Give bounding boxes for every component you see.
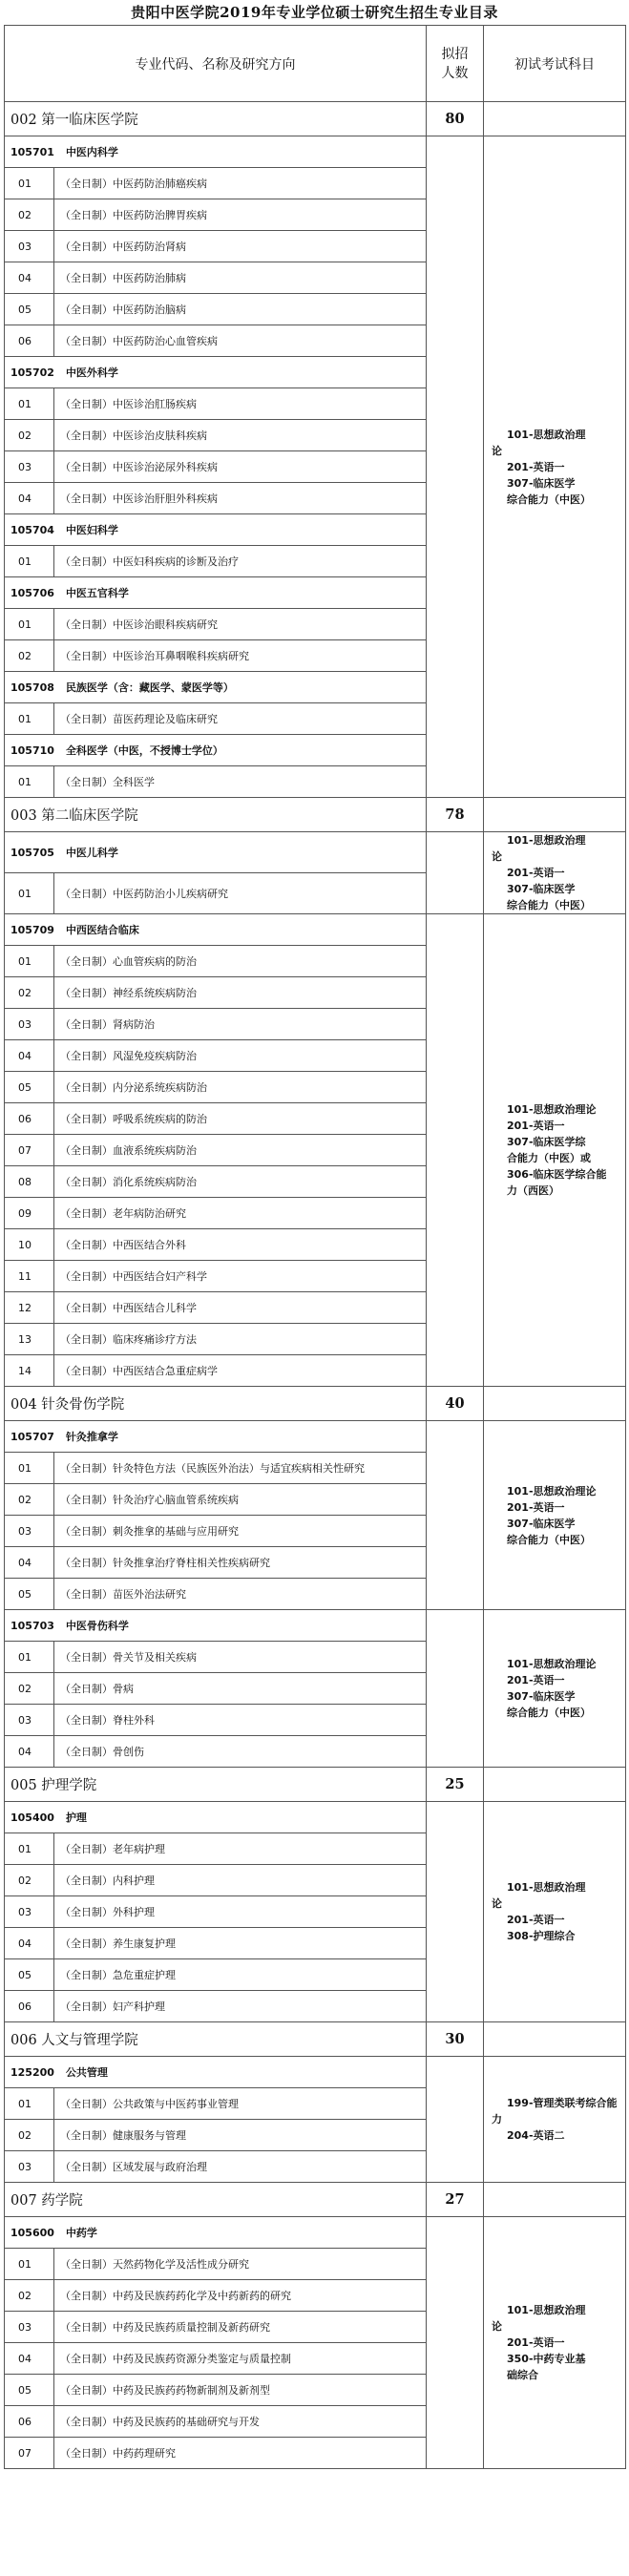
direction-name: （全日制）区域发展与政府治理 bbox=[54, 2151, 427, 2183]
direction-name: （全日制）中医药防治肺癌疾病 bbox=[54, 168, 427, 199]
exam-subject-line: 204-英语二 bbox=[507, 2129, 565, 2142]
direction-name: （全日制）中医药防治小儿疾病研究 bbox=[54, 873, 427, 914]
major-cell bbox=[5, 2057, 427, 2088]
major-name: 针灸推拿学 bbox=[65, 1431, 118, 1443]
school-exam-blank bbox=[484, 798, 626, 832]
direction-name: （全日制）老年病防治研究 bbox=[54, 1198, 427, 1229]
exam-subject-line: 307-临床医学 bbox=[507, 476, 576, 490]
major-cell bbox=[5, 735, 427, 766]
direction-name: （全日制）针灸治疗心脑血管系统疾病 bbox=[54, 1484, 427, 1516]
direction-code: 03 bbox=[5, 231, 54, 262]
major-code: 105702 bbox=[10, 367, 54, 379]
direction-code: 02 bbox=[5, 420, 54, 451]
direction-name: （全日制）妇产科护理 bbox=[54, 1991, 427, 2022]
school-name: 第一临床医学院 bbox=[41, 113, 138, 128]
direction-name: （全日制）中药及民族药药物新制剂及新剂型 bbox=[54, 2375, 427, 2406]
major-row bbox=[5, 1610, 626, 1642]
direction-name: （全日制）中西医结合儿科学 bbox=[54, 1292, 427, 1324]
major-code: 105708 bbox=[10, 681, 54, 694]
school-row bbox=[5, 102, 626, 136]
direction-name: （全日制）苗医外治法研究 bbox=[54, 1579, 427, 1610]
major-code: 105709 bbox=[10, 924, 54, 936]
direction-name: （全日制）中医诊治泌尿外科疾病 bbox=[54, 451, 427, 483]
exam-subjects bbox=[484, 1610, 626, 1768]
school-name: 护理学院 bbox=[41, 1778, 97, 1793]
direction-name: （全日制）外科护理 bbox=[54, 1896, 427, 1928]
direction-name: （全日制）苗医药理论及临床研究 bbox=[54, 703, 427, 735]
direction-code: 06 bbox=[5, 1991, 54, 2022]
exam-subjects bbox=[484, 914, 626, 1387]
school-name: 人文与管理学院 bbox=[41, 2033, 138, 2048]
exam-subject-line: 201-英语一 bbox=[507, 1914, 565, 1926]
exam-subject-line: 307-临床医学 bbox=[507, 1690, 576, 1703]
major-name: 公共管理 bbox=[65, 2066, 108, 2079]
direction-code: 01 bbox=[5, 168, 54, 199]
major-name: 中西医结合临床 bbox=[65, 924, 139, 936]
direction-code: 04 bbox=[5, 262, 54, 294]
direction-name: （全日制）呼吸系统疾病的防治 bbox=[54, 1103, 427, 1135]
major-name: 中医内科学 bbox=[65, 146, 118, 158]
direction-code: 07 bbox=[5, 2438, 54, 2469]
major-code: 105703 bbox=[10, 1620, 54, 1632]
direction-name: （全日制）中医诊治耳鼻咽喉科疾病研究 bbox=[54, 640, 427, 672]
major-code: 105707 bbox=[10, 1431, 54, 1443]
exam-subject-line: 201-英语一 bbox=[507, 1674, 565, 1686]
major-code: 105710 bbox=[10, 744, 54, 757]
direction-code: 04 bbox=[5, 1547, 54, 1579]
direction-code: 10 bbox=[5, 1229, 54, 1261]
direction-code: 01 bbox=[5, 388, 54, 420]
school-exam-blank bbox=[484, 1768, 626, 1802]
direction-code: 03 bbox=[5, 1705, 54, 1736]
school-quota: 40 bbox=[427, 1387, 484, 1421]
direction-name: （全日制）中药及民族药的基础研究与开发 bbox=[54, 2406, 427, 2438]
major-cell bbox=[5, 357, 427, 388]
catalog-table bbox=[4, 25, 626, 2469]
direction-code: 11 bbox=[5, 1261, 54, 1292]
direction-code: 02 bbox=[5, 640, 54, 672]
school-name: 药学院 bbox=[41, 2193, 83, 2209]
major-code: 105705 bbox=[10, 847, 54, 859]
exam-subject-line: 306-临床医学综合能 bbox=[507, 1168, 607, 1181]
direction-code: 03 bbox=[5, 1896, 54, 1928]
major-row bbox=[5, 832, 626, 873]
direction-name: （全日制）中西医结合外科 bbox=[54, 1229, 427, 1261]
major-row bbox=[5, 1802, 626, 1833]
school-code: 002 bbox=[10, 113, 37, 128]
exam-subject-line: 综合能力（中医） bbox=[507, 492, 591, 506]
school-code: 003 bbox=[10, 808, 37, 824]
exam-subject-line: 201-英语一 bbox=[507, 1120, 565, 1132]
school-code: 007 bbox=[10, 2193, 37, 2209]
direction-code: 05 bbox=[5, 1959, 54, 1991]
direction-code: 01 bbox=[5, 2249, 54, 2280]
major-code: 105704 bbox=[10, 524, 54, 536]
program-header: 专业代码、名称及研究方向 bbox=[5, 26, 427, 102]
direction-name: （全日制）中药及民族药药化学及中药新药的研究 bbox=[54, 2280, 427, 2312]
direction-code: 03 bbox=[5, 2151, 54, 2183]
school-row bbox=[5, 1387, 626, 1421]
school-cell bbox=[5, 2022, 427, 2057]
direction-name: （全日制）中医诊治肝胆外科疾病 bbox=[54, 483, 427, 514]
direction-code: 01 bbox=[5, 1642, 54, 1673]
direction-name: （全日制）中医药防治心血管疾病 bbox=[54, 325, 427, 357]
direction-name: （全日制）急危重症护理 bbox=[54, 1959, 427, 1991]
direction-name: （全日制）全科医学 bbox=[54, 766, 427, 798]
major-name: 民族医学（含：藏医学、蒙医学等） bbox=[65, 681, 234, 694]
exam-subject-line: 论 bbox=[492, 444, 502, 457]
enroll-header-line2: 人数 bbox=[441, 65, 469, 81]
direction-code: 12 bbox=[5, 1292, 54, 1324]
direction-name: （全日制）老年病护理 bbox=[54, 1833, 427, 1865]
exam-subject-line: 力 bbox=[492, 2113, 502, 2126]
direction-code: 01 bbox=[5, 1833, 54, 1865]
major-row bbox=[5, 2217, 626, 2249]
major-row bbox=[5, 136, 626, 168]
direction-name: （全日制）中西医结合急重症病学 bbox=[54, 1355, 427, 1387]
direction-code: 05 bbox=[5, 1072, 54, 1103]
direction-name: （全日制）针灸特色方法（民族医外治法）与适宜疾病相关性研究 bbox=[54, 1453, 427, 1484]
direction-name: （全日制）中西医结合妇产科学 bbox=[54, 1261, 427, 1292]
exam-subject-line: 201-英语一 bbox=[507, 460, 565, 473]
direction-code: 08 bbox=[5, 1166, 54, 1198]
exam-subjects bbox=[484, 2057, 626, 2183]
major-cell bbox=[5, 832, 427, 873]
major-cell bbox=[5, 136, 427, 168]
direction-code: 03 bbox=[5, 1009, 54, 1040]
exam-subjects bbox=[484, 2217, 626, 2469]
major-name: 中医儿科学 bbox=[65, 847, 118, 859]
school-exam-blank bbox=[484, 2022, 626, 2057]
exam-subject-line: 论 bbox=[492, 1897, 502, 1910]
school-row bbox=[5, 1768, 626, 1802]
exam-subject-line: 力（西医） bbox=[507, 1184, 559, 1197]
school-name: 针灸骨伤学院 bbox=[41, 1397, 125, 1413]
exam-subject-line: 199-管理类联考综合能 bbox=[507, 2097, 618, 2109]
direction-code: 09 bbox=[5, 1198, 54, 1229]
exam-subject-line: 308-护理综合 bbox=[507, 1930, 576, 1942]
enroll-header bbox=[427, 26, 484, 102]
direction-name: （全日制）消化系统疾病防治 bbox=[54, 1166, 427, 1198]
exam-subject-line: 307-临床医学 bbox=[507, 1517, 576, 1530]
school-quota: 78 bbox=[427, 798, 484, 832]
direction-code: 07 bbox=[5, 1135, 54, 1166]
direction-code: 01 bbox=[5, 766, 54, 798]
direction-code: 04 bbox=[5, 1736, 54, 1768]
direction-code: 05 bbox=[5, 2375, 54, 2406]
exam-subject-line: 合能力（中医）或 bbox=[507, 1152, 591, 1164]
direction-name: （全日制）血液系统疾病防治 bbox=[54, 1135, 427, 1166]
direction-name: （全日制）中医妇科疾病的诊断及治疗 bbox=[54, 546, 427, 577]
major-row bbox=[5, 2057, 626, 2088]
exam-subject-line: 101-思想政治理 bbox=[507, 2304, 586, 2316]
direction-name: （全日制）中医诊治肛肠疾病 bbox=[54, 388, 427, 420]
major-row bbox=[5, 1421, 626, 1453]
exam-subjects bbox=[484, 136, 626, 798]
major-name: 护理 bbox=[65, 1812, 87, 1824]
direction-code: 03 bbox=[5, 451, 54, 483]
direction-code: 01 bbox=[5, 703, 54, 735]
direction-name: （全日制）内分泌系统疾病防治 bbox=[54, 1072, 427, 1103]
direction-code: 04 bbox=[5, 1928, 54, 1959]
direction-code: 06 bbox=[5, 1103, 54, 1135]
direction-code: 13 bbox=[5, 1324, 54, 1355]
direction-code: 02 bbox=[5, 2280, 54, 2312]
direction-name: （全日制）中医诊治皮肤科疾病 bbox=[54, 420, 427, 451]
direction-code: 05 bbox=[5, 294, 54, 325]
direction-name: （全日制）健康服务与管理 bbox=[54, 2120, 427, 2151]
exam-subjects bbox=[484, 832, 626, 914]
direction-code: 03 bbox=[5, 2312, 54, 2343]
major-name: 全科医学（中医，不授博士学位） bbox=[65, 744, 223, 757]
school-name: 第二临床医学院 bbox=[41, 808, 138, 824]
direction-name: （全日制）心血管疾病的防治 bbox=[54, 946, 427, 977]
direction-code: 02 bbox=[5, 2120, 54, 2151]
direction-name: （全日制）中医药防治脑病 bbox=[54, 294, 427, 325]
direction-code: 01 bbox=[5, 873, 54, 914]
direction-name: （全日制）临床疼痛诊疗方法 bbox=[54, 1324, 427, 1355]
school-quota: 30 bbox=[427, 2022, 484, 2057]
major-cell bbox=[5, 1610, 427, 1642]
quota-blank bbox=[427, 2057, 484, 2183]
direction-code: 01 bbox=[5, 946, 54, 977]
direction-code: 02 bbox=[5, 977, 54, 1009]
direction-code: 02 bbox=[5, 199, 54, 231]
major-name: 中药学 bbox=[65, 2227, 97, 2239]
school-row bbox=[5, 2022, 626, 2057]
school-quota: 27 bbox=[427, 2183, 484, 2217]
major-code: 105400 bbox=[10, 1812, 54, 1824]
exam-subject-line: 201-英语一 bbox=[507, 2336, 565, 2349]
direction-name: （全日制）中药及民族药质量控制及新药研究 bbox=[54, 2312, 427, 2343]
school-quota: 80 bbox=[427, 102, 484, 136]
school-quota: 25 bbox=[427, 1768, 484, 1802]
direction-name: （全日制）中医药防治肺病 bbox=[54, 262, 427, 294]
major-code: 105701 bbox=[10, 146, 54, 158]
direction-code: 14 bbox=[5, 1355, 54, 1387]
direction-code: 01 bbox=[5, 1453, 54, 1484]
direction-code: 01 bbox=[5, 609, 54, 640]
school-code: 004 bbox=[10, 1397, 37, 1413]
exam-subject-line: 101-思想政治理论 bbox=[507, 1103, 597, 1116]
quota-blank bbox=[427, 832, 484, 914]
direction-name: （全日制）肾病防治 bbox=[54, 1009, 427, 1040]
direction-name: （全日制）中药药理研究 bbox=[54, 2438, 427, 2469]
exam-subject-line: 350-中药专业基 bbox=[507, 2353, 586, 2365]
school-cell bbox=[5, 1768, 427, 1802]
quota-blank bbox=[427, 914, 484, 1387]
direction-name: （全日制）中医药防治脾胃疾病 bbox=[54, 199, 427, 231]
school-exam-blank bbox=[484, 1387, 626, 1421]
exam-subject-line: 101-思想政治理 bbox=[507, 1881, 586, 1894]
major-cell bbox=[5, 672, 427, 703]
direction-name: （全日制）骨病 bbox=[54, 1673, 427, 1705]
major-code: 105706 bbox=[10, 587, 54, 599]
exam-subject-line: 307-临床医学综 bbox=[507, 1136, 586, 1148]
enroll-header-line1: 拟招 bbox=[441, 46, 469, 62]
direction-name: （全日制）天然药物化学及活性成分研究 bbox=[54, 2249, 427, 2280]
exam-header: 初试考试科目 bbox=[484, 26, 626, 102]
school-exam-blank bbox=[484, 2183, 626, 2217]
major-name: 中医外科学 bbox=[65, 367, 118, 379]
direction-name: （全日制）脊柱外科 bbox=[54, 1705, 427, 1736]
direction-code: 06 bbox=[5, 325, 54, 357]
direction-name: （全日制）公共政策与中医药事业管理 bbox=[54, 2088, 427, 2120]
exam-subject-line: 综合能力（中医） bbox=[507, 1533, 591, 1546]
direction-code: 02 bbox=[5, 1484, 54, 1516]
exam-subject-line: 论 bbox=[492, 2320, 502, 2333]
direction-name: （全日制）中药及民族药资源分类鉴定与质量控制 bbox=[54, 2343, 427, 2375]
major-cell bbox=[5, 914, 427, 946]
direction-code: 04 bbox=[5, 483, 54, 514]
school-row bbox=[5, 2183, 626, 2217]
exam-subjects bbox=[484, 1421, 626, 1610]
direction-code: 01 bbox=[5, 2088, 54, 2120]
quota-blank bbox=[427, 1802, 484, 2022]
direction-name: （全日制）刺灸推拿的基础与应用研究 bbox=[54, 1516, 427, 1547]
exam-subject-line: 307-临床医学 bbox=[507, 883, 576, 895]
direction-code: 02 bbox=[5, 1673, 54, 1705]
exam-subject-line: 201-英语一 bbox=[507, 1500, 565, 1514]
school-code: 006 bbox=[10, 2033, 37, 2048]
major-name: 中医五官科学 bbox=[65, 587, 129, 599]
major-cell bbox=[5, 2217, 427, 2249]
direction-code: 05 bbox=[5, 1579, 54, 1610]
direction-name: （全日制）神经系统疾病防治 bbox=[54, 977, 427, 1009]
direction-name: （全日制）风湿免疫疾病防治 bbox=[54, 1040, 427, 1072]
exam-subject-line: 综合能力（中医） bbox=[507, 899, 591, 911]
quota-blank bbox=[427, 1421, 484, 1610]
table-header-row bbox=[5, 26, 626, 102]
major-code: 105600 bbox=[10, 2227, 54, 2239]
direction-name: （全日制）骨创伤 bbox=[54, 1736, 427, 1768]
direction-code: 01 bbox=[5, 546, 54, 577]
major-name: 中医骨伤科学 bbox=[65, 1620, 129, 1632]
exam-subjects bbox=[484, 1802, 626, 2022]
major-cell bbox=[5, 1802, 427, 1833]
school-cell bbox=[5, 798, 427, 832]
quota-blank bbox=[427, 1610, 484, 1768]
exam-subject-line: 101-思想政治理论 bbox=[507, 1658, 597, 1670]
direction-name: （全日制）养生康复护理 bbox=[54, 1928, 427, 1959]
major-code: 125200 bbox=[10, 2066, 54, 2079]
exam-subject-line: 201-英语一 bbox=[507, 867, 565, 879]
exam-subject-line: 101-思想政治理 bbox=[507, 428, 586, 441]
school-row bbox=[5, 798, 626, 832]
quota-blank bbox=[427, 136, 484, 798]
school-cell bbox=[5, 2183, 427, 2217]
exam-subject-line: 101-思想政治理 bbox=[507, 834, 586, 847]
direction-code: 02 bbox=[5, 1865, 54, 1896]
exam-subject-line: 论 bbox=[492, 850, 502, 863]
exam-subject-line: 101-思想政治理论 bbox=[507, 1484, 597, 1497]
direction-name: （全日制）中医药防治肾病 bbox=[54, 231, 427, 262]
direction-code: 04 bbox=[5, 2343, 54, 2375]
major-row bbox=[5, 914, 626, 946]
quota-blank bbox=[427, 2217, 484, 2469]
direction-name: （全日制）骨关节及相关疾病 bbox=[54, 1642, 427, 1673]
direction-name: （全日制）内科护理 bbox=[54, 1865, 427, 1896]
direction-name: （全日制）中医诊治眼科疾病研究 bbox=[54, 609, 427, 640]
major-cell bbox=[5, 577, 427, 609]
direction-code: 04 bbox=[5, 1040, 54, 1072]
direction-code: 03 bbox=[5, 1516, 54, 1547]
school-code: 005 bbox=[10, 1778, 37, 1793]
page-title: 贵阳中医学院2019年专业学位硕士研究生招生专业目录 bbox=[131, 4, 498, 21]
exam-subject-line: 础综合 bbox=[507, 2369, 538, 2381]
school-exam-blank bbox=[484, 102, 626, 136]
exam-subject-line: 综合能力（中医） bbox=[507, 1707, 591, 1719]
major-cell bbox=[5, 1421, 427, 1453]
direction-name: （全日制）针灸推拿治疗脊柱相关性疾病研究 bbox=[54, 1547, 427, 1579]
school-cell bbox=[5, 102, 427, 136]
direction-code: 06 bbox=[5, 2406, 54, 2438]
major-cell bbox=[5, 514, 427, 546]
major-name: 中医妇科学 bbox=[65, 524, 118, 536]
school-cell bbox=[5, 1387, 427, 1421]
